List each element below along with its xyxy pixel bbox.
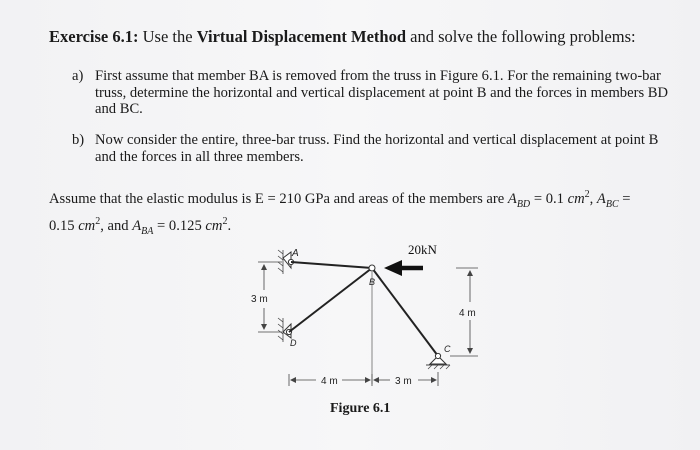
dimension-bottom xyxy=(289,372,438,386)
area-ba-symbol: A xyxy=(132,217,142,234)
exercise-title xyxy=(49,27,689,47)
figure-caption: Figure 6.1 xyxy=(330,401,391,416)
assume-lead: Assume that the elastic modulus is E = 210 GPa and areas of the members are xyxy=(49,190,508,207)
node-label-a: A xyxy=(292,248,299,259)
area-ba-subscript: BA xyxy=(141,225,154,237)
node-label-c: C xyxy=(444,344,451,354)
list-text-a: First assume that member BA is removed from the truss in Figure 6.1. For the remaining two-bar truss, determine the horizontal and vertical displacement at point B and the forces in members BD and BC. xyxy=(95,68,669,117)
assumption-paragraph xyxy=(49,186,689,240)
list-marker-a: a) xyxy=(72,68,84,84)
load-arrow xyxy=(384,260,423,276)
area-bd-value: = 0.1 xyxy=(530,190,568,207)
area-bd-subscript: BD xyxy=(516,198,531,210)
area-bc-unit: cm xyxy=(78,217,96,234)
list-item-a xyxy=(72,68,682,120)
node-label-d: D xyxy=(290,338,297,348)
list-item-b xyxy=(72,132,682,168)
assume-sep1: , xyxy=(589,190,597,207)
dim-bottom-right: 3 m xyxy=(395,376,412,387)
member-ab xyxy=(291,262,372,268)
exercise-intro: Use the xyxy=(142,27,193,46)
area-ba-value: = 0.125 xyxy=(153,217,206,234)
assume-end: . xyxy=(227,217,232,234)
assume-sep2: , and xyxy=(100,217,133,234)
pin-support-c xyxy=(426,353,450,369)
truss-figure xyxy=(238,238,498,418)
dim-right-height: 4 m xyxy=(459,308,476,319)
exercise-method: Virtual Displacement Method xyxy=(196,27,406,46)
area-bd-unit-exp: 2 xyxy=(584,189,590,200)
area-bd-symbol: A xyxy=(507,190,517,207)
dim-left-height: 3 m xyxy=(251,294,268,305)
list-text-b: Now consider the entire, three-bar truss. Find the horizontal and vertical displacement at point B and the forces in all three members. xyxy=(95,132,659,165)
area-ba-unit-exp: 2 xyxy=(222,215,228,227)
member-bc xyxy=(372,268,438,356)
member-db xyxy=(289,268,372,332)
node-label-b: B xyxy=(369,277,376,287)
dim-bottom-left: 4 m xyxy=(321,376,338,387)
area-bc-symbol: A xyxy=(596,190,606,207)
area-bc-value: 0.15 xyxy=(49,217,79,234)
area-ba-unit: cm xyxy=(205,217,223,234)
load-label: 20kN xyxy=(408,242,437,257)
left-wall-hatch xyxy=(278,250,283,342)
exercise-rest: and solve the following problems: xyxy=(410,27,636,46)
area-bc-unit-exp: 2 xyxy=(95,215,101,227)
node-b-pin xyxy=(369,265,375,271)
area-bd-unit: cm xyxy=(567,190,585,207)
list-marker-b: b) xyxy=(72,132,85,148)
exercise-label: Exercise 6.1: xyxy=(49,27,139,46)
area-bc-eq: = xyxy=(618,190,631,207)
area-bc-subscript: BC xyxy=(605,198,619,210)
